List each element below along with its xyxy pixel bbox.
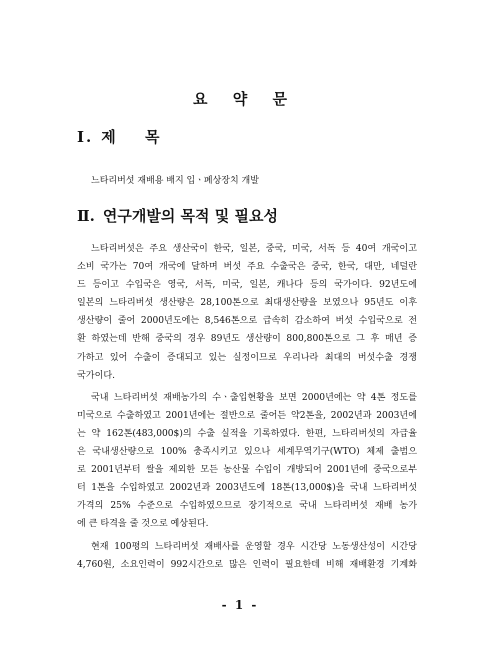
text-line: 4,760원, 소요인력이 992시간으로 많은 인력이 필요한데 비해 재배환경 기계화 — [77, 559, 417, 570]
section-1-number: Ⅰ. — [77, 128, 94, 146]
paragraph-2 — [77, 389, 417, 534]
text-line: 은 국내생산량으로 100% 충족시키고 있으나 세계무역기구(WTO) 체제 출범으 — [77, 447, 417, 458]
text-line: 는 약 162톤(483,000$)의 수출 실적을 기록하였다. 한편, 느타리버섯의 자급율 — [77, 428, 417, 439]
section-1-heading — [77, 126, 171, 147]
document-title: 요 약 문 — [193, 90, 297, 108]
text-line: 국내 느타리버섯 재배농가의 수ㆍ출입현황을 보면 2000년에는 약 4톤 정도를 — [91, 392, 417, 403]
text-line: 환 하였는데 반해 중국의 경우 89년도 생산량이 800,800톤으로 그 후 매년 증 — [77, 334, 417, 345]
text-line: 에 큰 타격을 줄 것으로 예상된다. — [77, 519, 209, 530]
section-2-title: 연구개발의 목적 및 필요성 — [102, 207, 278, 225]
paragraph-1 — [77, 240, 417, 385]
project-subject: 느타리버섯 재배용 배지 입ㆍ폐상장치 개발 — [91, 176, 259, 186]
text-line: 느타리버섯은 주요 생산국이 한국, 일본, 중국, 미국, 서독 등 40여 개국이고 — [91, 244, 417, 254]
text-line: 현재 100평의 느타리버섯 재배사를 운영할 경우 시간당 노동생산성이 시간당 — [91, 541, 417, 552]
paragraph-3 — [77, 538, 417, 574]
text-line: 소비 국가는 70여 개국에 달하며 버섯 주요 수출국은 중국, 한국, 대만, 네덜란 — [77, 262, 417, 273]
text-line: 터 1톤을 수입하였고 2002년과 2003년도에 18톤(13,000$)을 국내 느타리버섯 — [77, 483, 417, 494]
section-2-number: Ⅱ. — [77, 207, 95, 225]
section-1-title: 제 목 — [101, 128, 172, 146]
text-line: 국가이다. — [77, 370, 116, 381]
text-line: 일본의 느타리버섯 생산량은 28,100톤으로 최대생산량을 보였으나 95년도 이후 — [77, 298, 417, 309]
page-number: - 1 - — [221, 598, 259, 612]
text-line: 드 등이고 수입국은 영국, 서독, 미국, 일본, 캐나다 등의 국가이다. 92년도에 — [77, 280, 417, 291]
text-line: 가격의 25% 수준으로 수입하였으므로 장기적으로 국내 느타리버섯 재배 농가 — [77, 501, 417, 512]
text-line: 미국으로 수출하였고 2001년에는 절반으로 줄어든 약2톤을, 2002년과 2003년에 — [77, 410, 417, 421]
text-line: 로 2001년부터 쌀을 제외한 모든 농산물 수입이 개방되어 2001년에 중국으로부 — [77, 465, 417, 476]
text-line: 가하고 있어 수출이 증대되고 있는 실정이므로 우리나라 최대의 버섯수출 경쟁 — [77, 352, 417, 363]
text-line: 생산량이 줄어 2000년도에는 8,546톤으로 급속히 감소하여 버섯 수입국으로 전 — [77, 316, 417, 327]
section-2-body — [77, 240, 417, 578]
section-2-heading — [77, 205, 278, 226]
